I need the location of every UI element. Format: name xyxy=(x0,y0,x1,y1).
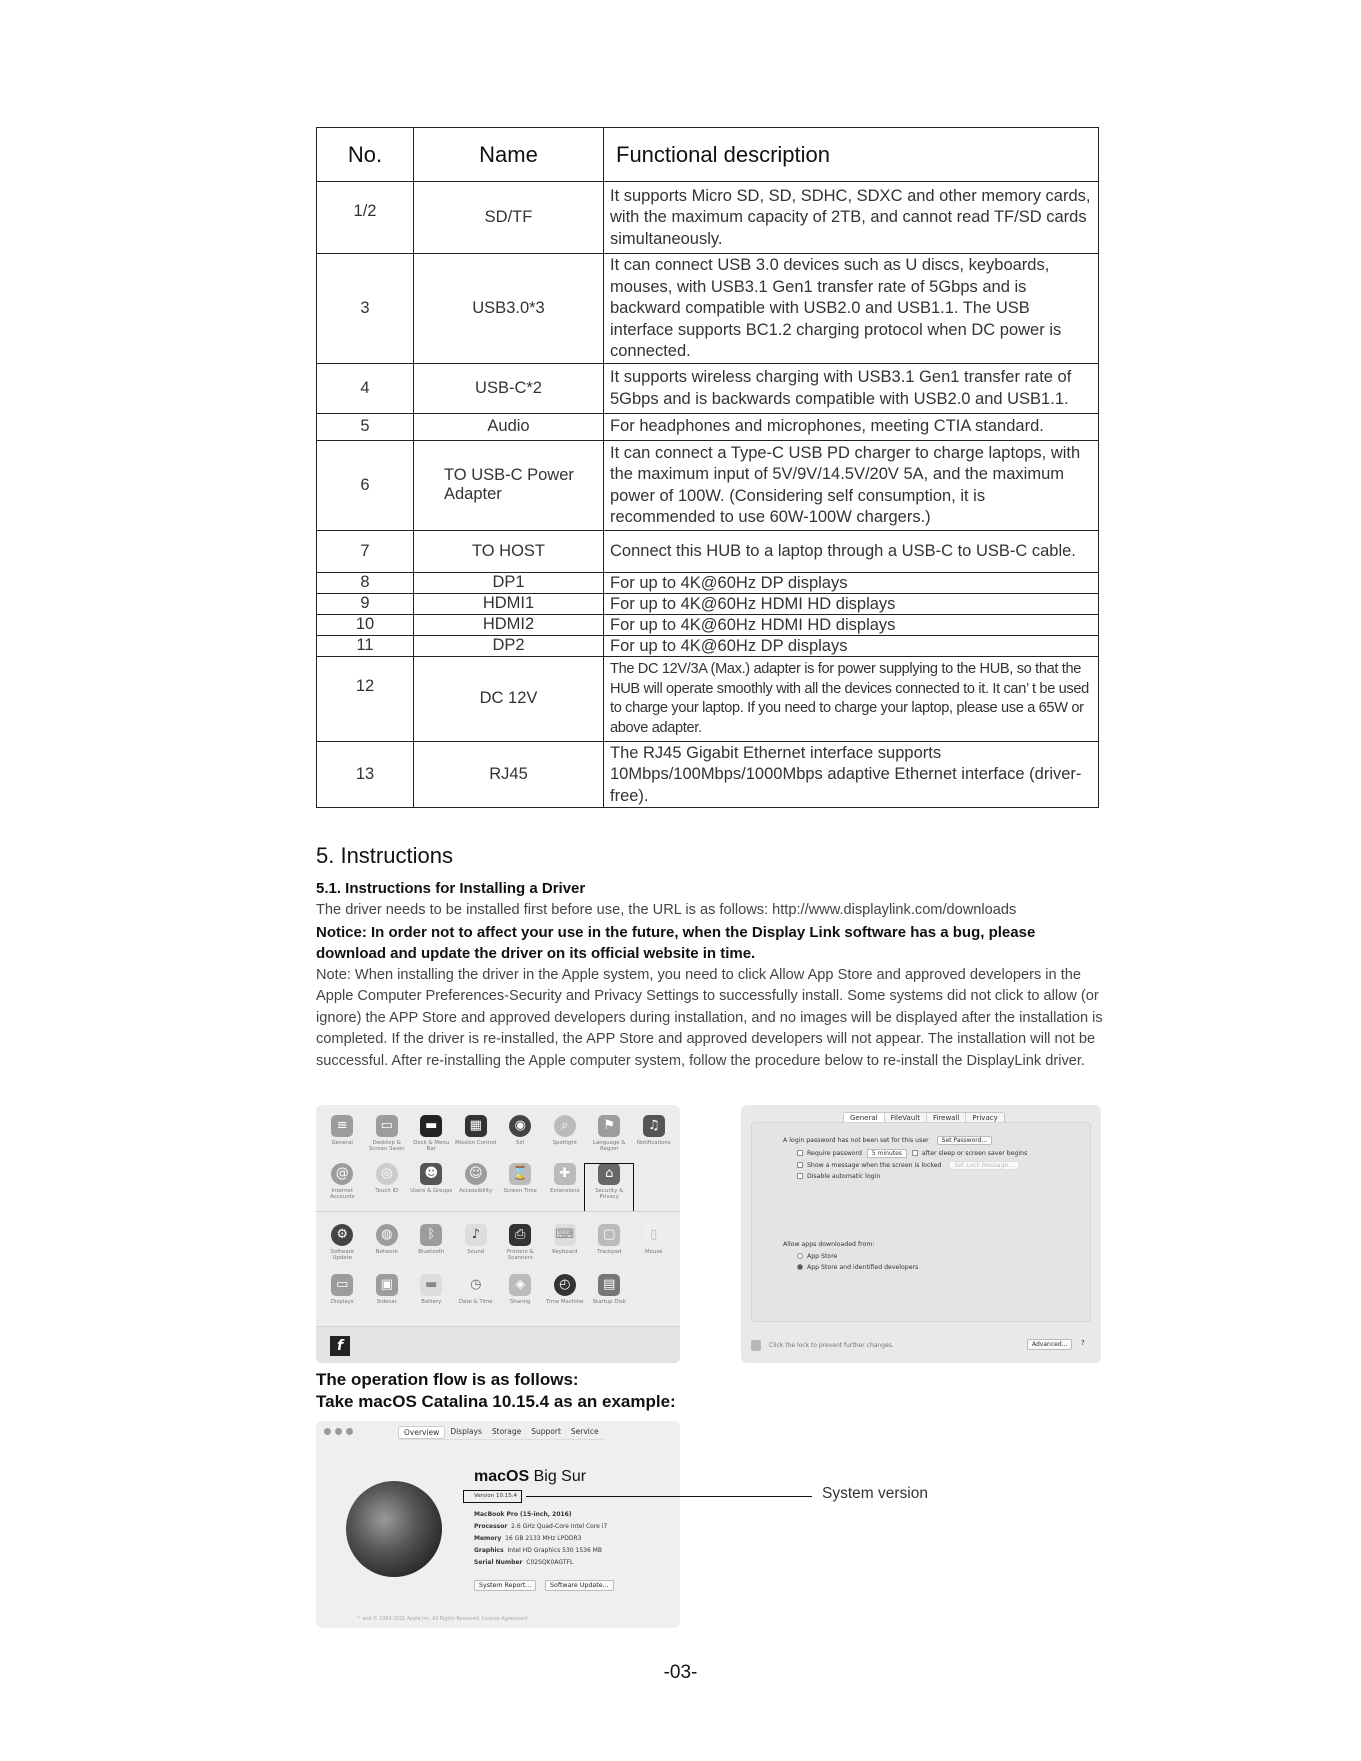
pref-sound: ♪ Sound xyxy=(454,1224,499,1261)
identified-developers-radio[interactable] xyxy=(797,1264,803,1270)
allow-apps-label: Allow apps downloaded from: xyxy=(783,1241,875,1248)
pref-dock: ▬ Dock & Menu Bar xyxy=(409,1115,454,1152)
interval-select[interactable]: 5 minutes xyxy=(867,1149,907,1158)
pref-security-privacy[interactable]: ⌂ Security & Privacy xyxy=(587,1163,632,1200)
row-description: For up to 4K@60Hz DP displays xyxy=(604,635,1099,656)
system-version-box: Version 10.15.4 xyxy=(463,1490,522,1503)
mouse-icon: ▯ xyxy=(643,1224,665,1246)
internet-accounts-icon: @ xyxy=(331,1163,353,1185)
row-no: 8 xyxy=(317,572,414,593)
row-no: 4 xyxy=(317,363,414,413)
flow-heading: The operation flow is as follows: xyxy=(316,1370,579,1389)
graphics-line: Graphics Intel HD Graphics 530 1536 MB xyxy=(474,1547,602,1554)
row-name: HDMI1 xyxy=(414,593,604,614)
mission-control-icon: ▦ xyxy=(465,1115,487,1137)
tab-general[interactable]: General xyxy=(844,1113,885,1123)
security-privacy-highlight xyxy=(584,1163,634,1212)
subsection-title: 5.1. Instructions for Installing a Driver xyxy=(316,880,586,897)
pref-spotlight: ⌕ Spotlight xyxy=(543,1115,588,1152)
clock-icon: ◷ xyxy=(465,1274,487,1296)
pref-printers: ⎙ Printers & Scanners xyxy=(498,1224,543,1261)
pref-battery: ▬ Battery xyxy=(409,1274,454,1305)
siri-icon: ◉ xyxy=(509,1115,531,1137)
pref-bluetooth: ᛒ Bluetooth xyxy=(409,1224,454,1261)
table-row xyxy=(317,593,1099,614)
require-password-checkbox[interactable] xyxy=(797,1150,803,1156)
show-message-checkbox[interactable] xyxy=(797,1162,803,1168)
table-row xyxy=(317,363,1099,413)
memory-line: Memory 16 GB 2133 MHz LPDDR3 xyxy=(474,1535,582,1542)
tab-storage[interactable]: Storage xyxy=(491,1427,522,1436)
pref-notifications: ♫ Notifications xyxy=(632,1115,677,1152)
table-row xyxy=(317,656,1099,741)
header-description: Functional description xyxy=(604,128,1099,182)
spotlight-icon: ⌕ xyxy=(554,1115,576,1137)
model-line: MacBook Pro (15-inch, 2016) xyxy=(474,1511,572,1518)
display-icon: ▭ xyxy=(331,1274,353,1296)
time-machine-icon: ◴ xyxy=(554,1274,576,1296)
general-icon: ≡ xyxy=(331,1115,353,1137)
serial-line: Serial Number C02SQK0AGTFL xyxy=(474,1559,574,1566)
pref-extensions: ✚ Extensions xyxy=(543,1163,588,1200)
row-no: 5 xyxy=(317,413,414,440)
example-heading: Take macOS Catalina 10.15.4 as an example: xyxy=(316,1392,676,1411)
pref-date-time: ◷ Date & Time xyxy=(454,1274,499,1305)
pref-users: ☻ Users & Groups xyxy=(409,1163,454,1200)
pref-internet-accounts: @ Internet Accounts xyxy=(320,1163,365,1200)
table-row xyxy=(317,440,1099,530)
header-no: No. xyxy=(317,128,414,182)
prefs-row xyxy=(320,1224,676,1261)
row-description: It can connect USB 3.0 devices such as U discs, keyboards, mouses, with USB3.1 Gen1 transfer rate of 5Gbps and is backward compatible with USB2.0 and USB1.1. The USB interface supports BC1.2 charging protocol when DC power is connected. xyxy=(604,254,1099,364)
row-name: DC 12V xyxy=(414,656,604,741)
extensions-icon: ✚ xyxy=(554,1163,576,1185)
battery-icon: ▬ xyxy=(420,1274,442,1296)
pref-keyboard: ⌨ Keyboard xyxy=(543,1224,588,1261)
language-icon: ⚑ xyxy=(598,1115,620,1137)
lock-icon[interactable] xyxy=(751,1340,761,1351)
spec-table xyxy=(316,127,1099,808)
pref-screen-time: ⌛ Screen Time xyxy=(498,1163,543,1200)
sound-icon: ♪ xyxy=(465,1224,487,1246)
close-window-icon[interactable] xyxy=(324,1428,331,1435)
tab-service[interactable]: Service xyxy=(570,1427,599,1436)
tab-displays[interactable]: Displays xyxy=(450,1427,482,1436)
accessibility-icon: ☺ xyxy=(465,1163,487,1185)
about-footer: ™ and © 1983-2021 Apple Inc. All Rights Reserved. License Agreement xyxy=(356,1617,528,1622)
row-description: The RJ45 Gigabit Ethernet interface supports 10Mbps/100Mbps/1000Mbps adaptive Ethernet interface (driver-free). xyxy=(604,741,1099,808)
network-icon: ◍ xyxy=(376,1224,398,1246)
sharing-icon: ◈ xyxy=(509,1274,531,1296)
require-password-row: Require password 5 minutes after sleep or screen saver begins xyxy=(797,1149,1027,1158)
pref-touch-id: ◎ Touch ID xyxy=(365,1163,410,1200)
row-no: 10 xyxy=(317,614,414,635)
sidecar-icon: ▣ xyxy=(376,1274,398,1296)
table-row xyxy=(317,530,1099,572)
help-button[interactable]: ? xyxy=(1081,1339,1085,1347)
row-name: USB-C*2 xyxy=(414,363,604,413)
bluetooth-icon: ᛒ xyxy=(420,1224,442,1246)
advanced-button[interactable]: Advanced... xyxy=(1027,1339,1072,1350)
table-row xyxy=(317,741,1099,808)
callout-line xyxy=(526,1496,812,1497)
set-password-button[interactable]: Set Password... xyxy=(937,1136,993,1145)
row-no: 13 xyxy=(317,741,414,808)
disable-login-row: Disable automatic login xyxy=(797,1173,880,1180)
row-no: 7 xyxy=(317,530,414,572)
prefs-divider xyxy=(316,1211,680,1212)
table-header-row xyxy=(317,128,1099,182)
row-description: Connect this HUB to a laptop through a USB-C to USB-C cable. xyxy=(604,530,1099,572)
row-no: 9 xyxy=(317,593,414,614)
row-no: 6 xyxy=(317,440,414,530)
desktop-icon: ▭ xyxy=(376,1115,398,1137)
window-controls xyxy=(324,1428,353,1435)
tab-privacy[interactable]: Privacy xyxy=(972,1114,998,1122)
gear-icon: ⚙ xyxy=(331,1224,353,1246)
prefs-third-party-row xyxy=(316,1326,680,1363)
app-store-option[interactable]: App Store xyxy=(797,1253,837,1260)
pref-mouse: ▯ Mouse xyxy=(632,1224,677,1261)
row-no: 1/2 xyxy=(317,182,414,254)
flash-player-icon[interactable]: f xyxy=(330,1336,350,1356)
header-name: Name xyxy=(414,128,604,182)
identified-developers-option[interactable]: App Store and identified developers xyxy=(797,1264,918,1271)
row-no: 3 xyxy=(317,254,414,364)
pref-siri: ◉ Siri xyxy=(498,1115,543,1152)
section-title: 5. Instructions xyxy=(316,843,453,868)
show-message-row: Show a message when the screen is locked Set Lock Message... xyxy=(797,1161,1019,1170)
processor-line: Processor 2.6 GHz Quad-Core Intel Core i7 xyxy=(474,1523,608,1530)
pref-general: ≡ General xyxy=(320,1115,365,1152)
login-password-row: A login password has not been set for this user Set Password... xyxy=(783,1136,992,1145)
callout-label: System version xyxy=(822,1485,928,1502)
row-no: 12 xyxy=(317,656,414,741)
app-store-radio[interactable] xyxy=(797,1253,803,1259)
row-name: RJ45 xyxy=(414,741,604,808)
table-row xyxy=(317,614,1099,635)
printer-icon: ⎙ xyxy=(509,1224,531,1246)
tab-filevault[interactable]: FileVault xyxy=(885,1113,927,1123)
pref-time-machine: ◴ Time Machine xyxy=(543,1274,588,1305)
pref-mission-control: ▦ Mission Control xyxy=(454,1115,499,1152)
system-preferences-screenshot xyxy=(316,1105,680,1363)
pref-accessibility: ☺ Accessibility xyxy=(454,1163,499,1200)
screen-time-icon: ⌛ xyxy=(509,1163,531,1185)
row-name: TO USB-C Power Adapter xyxy=(414,440,604,530)
pref-trackpad: ▢ Trackpad xyxy=(587,1224,632,1261)
row-name: TO HOST xyxy=(414,530,604,572)
zoom-window-icon[interactable] xyxy=(346,1428,353,1435)
page-number: -03- xyxy=(663,1662,698,1683)
row-description: It supports wireless charging with USB3.1 Gen1 transfer rate of 5Gbps and is backwards compatible with USB2.0 and USB1.1. xyxy=(604,363,1099,413)
system-report-button[interactable]: System Report... xyxy=(474,1580,536,1591)
about-tabs xyxy=(398,1426,604,1440)
pref-network: ◍ Network xyxy=(365,1224,410,1261)
row-name: DP2 xyxy=(414,635,604,656)
security-privacy-screenshot xyxy=(741,1105,1101,1363)
row-name: SD/TF xyxy=(414,182,604,254)
pref-desktop: ▭ Desktop & Screen Saver xyxy=(365,1115,410,1152)
table-row xyxy=(317,635,1099,656)
about-this-mac-screenshot xyxy=(316,1421,680,1628)
tab-overview[interactable]: Overview xyxy=(398,1426,445,1439)
minimize-window-icon[interactable] xyxy=(335,1428,342,1435)
note-paragraph: Note: When installing the driver in the Apple system, you need to click Allow App Store and approved developers in the Apple Computer Preferences-Security and Privacy Settings to successfully install. Some systems did not click to allow (or ignore) the APP Store and approved developers during installation, and no images will be displayed after the installation is completed. If the driver is re-installed, the APP Store and approved developers will not appear. The installation will not be successful. After re-installing the Apple computer system, follow the procedure below to re-install the DisplayLink driver. xyxy=(316,967,1103,1069)
row-name: USB3.0*3 xyxy=(414,254,604,364)
pref-displays: ▭ Displays xyxy=(320,1274,365,1305)
house-icon: ⌂ xyxy=(598,1163,620,1185)
row-description: For up to 4K@60Hz HDMI HD displays xyxy=(604,593,1099,614)
row-description: It supports Micro SD, SD, SDHC, SDXC and other memory cards, with the maximum capacity of 2TB, and cannot read TF/SD cards simultaneously. xyxy=(604,182,1099,254)
pref-sharing: ◈ Sharing xyxy=(498,1274,543,1305)
pref-software-update: ⚙ Software Update xyxy=(320,1224,365,1261)
prefs-row xyxy=(320,1274,676,1305)
row-name: DP1 xyxy=(414,572,604,593)
row-name: Audio xyxy=(414,413,604,440)
trackpad-icon: ▢ xyxy=(598,1224,620,1246)
table-row xyxy=(317,413,1099,440)
prefs-row xyxy=(320,1115,676,1152)
row-description: For up to 4K@60Hz HDMI HD displays xyxy=(604,614,1099,635)
row-no: 11 xyxy=(317,635,414,656)
row-description: It can connect a Type-C USB PD charger to charge laptops, with the maximum input of 5V/9V/14.5V/20V 5A, and the maximum power of 100W. (Considering self consumption, it is recommended to use 60W-100W chargers.) xyxy=(604,440,1099,530)
row-description: For up to 4K@60Hz DP displays xyxy=(604,572,1099,593)
keyboard-icon: ⌨ xyxy=(554,1224,576,1246)
table-row xyxy=(317,254,1099,364)
set-lock-message-button[interactable]: Set Lock Message... xyxy=(949,1161,1018,1170)
os-name: macOS Big Sur xyxy=(474,1468,587,1485)
disk-icon: ▤ xyxy=(598,1274,620,1296)
driver-url-paragraph: The driver needs to be installed first before use, the URL is as follows: http://www.displaylink.com/downloads xyxy=(316,902,1017,918)
disable-login-checkbox[interactable] xyxy=(797,1173,803,1179)
dock-icon: ▬ xyxy=(420,1115,442,1137)
interval-stepper[interactable] xyxy=(912,1150,918,1156)
users-icon: ☻ xyxy=(420,1163,442,1185)
table-row xyxy=(317,182,1099,254)
tab-firewall[interactable]: Firewall xyxy=(927,1113,966,1123)
table-row xyxy=(317,572,1099,593)
row-description: The DC 12V/3A (Max.) adapter is for power supplying to the HUB, so that the HUB will operate smoothly with all the devices connected to it. It can’ t be used to charge your laptop. If you need to charge your laptop, please use a 65W or above adapter. xyxy=(604,656,1099,741)
row-description: For headphones and microphones, meeting CTIA standard. xyxy=(604,413,1099,440)
software-update-button[interactable]: Software Update... xyxy=(545,1580,614,1591)
touch-id-icon: ◎ xyxy=(376,1163,398,1185)
notice-paragraph: Notice: In order not to affect your use in the future, when the Display Link software has a bug, please download and update the driver on its official website in time. xyxy=(316,924,1036,963)
lock-hint: Click the lock to prevent further changes. xyxy=(769,1342,894,1349)
pref-sidecar: ▣ Sidecar xyxy=(365,1274,410,1305)
notifications-icon: ♫ xyxy=(643,1115,665,1137)
row-name: HDMI2 xyxy=(414,614,604,635)
macos-logo-icon xyxy=(346,1481,442,1577)
pref-language: ⚑ Language & Region xyxy=(587,1115,632,1152)
pref-startup-disk: ▤ Startup Disk xyxy=(587,1274,632,1305)
tab-support[interactable]: Support xyxy=(531,1427,561,1436)
